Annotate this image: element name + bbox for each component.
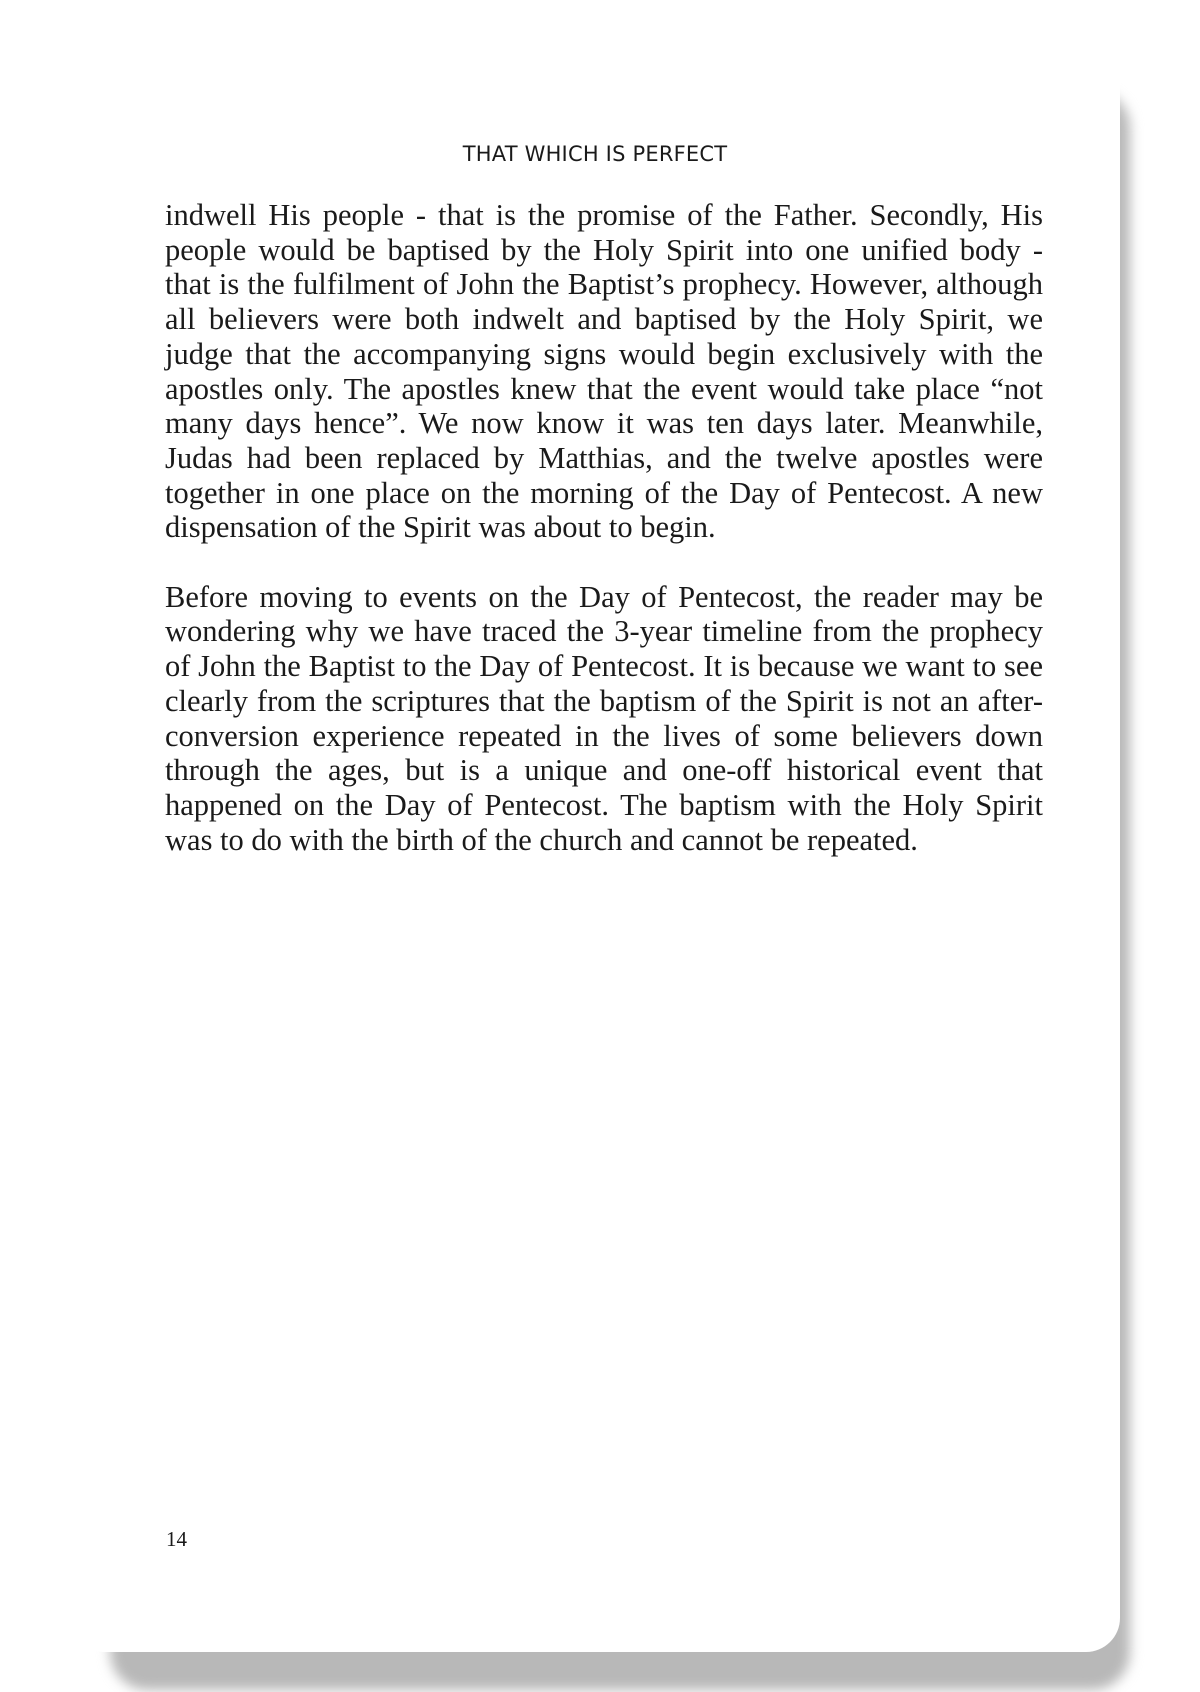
running-head: THAT WHICH IS PERFECT [462, 142, 728, 166]
book-page [70, 50, 1120, 1652]
page-number: 14 [166, 1527, 187, 1551]
paragraph-2: Before moving to events on the Day of Pentecost, the reader may be wondering why we have traced the 3-year timeline from the prophecy of John the Baptist to the Day of Pentecost. It is because we want to see clearly from the scriptures that the baptism of the Spirit is not an after-conversion experience repeated in the lives of some believers down through the ages, but is a unique and one-off historical event that happened on the Day of Pentecost. The baptism with the Holy Spirit was to do with the birth of the church and cannot be repeated. [165, 579, 1043, 857]
paragraph-1: indwell His people - that is the promise of the Father. Secondly, His people would be baptised by the Holy Spirit into one unified body - that is the fulfilment of John the Baptist’s prophecy. However, although all believers were both indwelt and baptised by the Holy Spirit, we judge that the accompanying signs would begin exclusively with the apostles only. The apostles knew that the event would take place “not many days hence”. We now know it was ten days later. Meanwhile, Judas had been replaced by Matthias, and the twelve apostles were together in one place on the morning of the Day of Pentecost. A new dispensation of the Spirit was about to begin. [165, 198, 1043, 545]
body-text [165, 198, 1043, 857]
